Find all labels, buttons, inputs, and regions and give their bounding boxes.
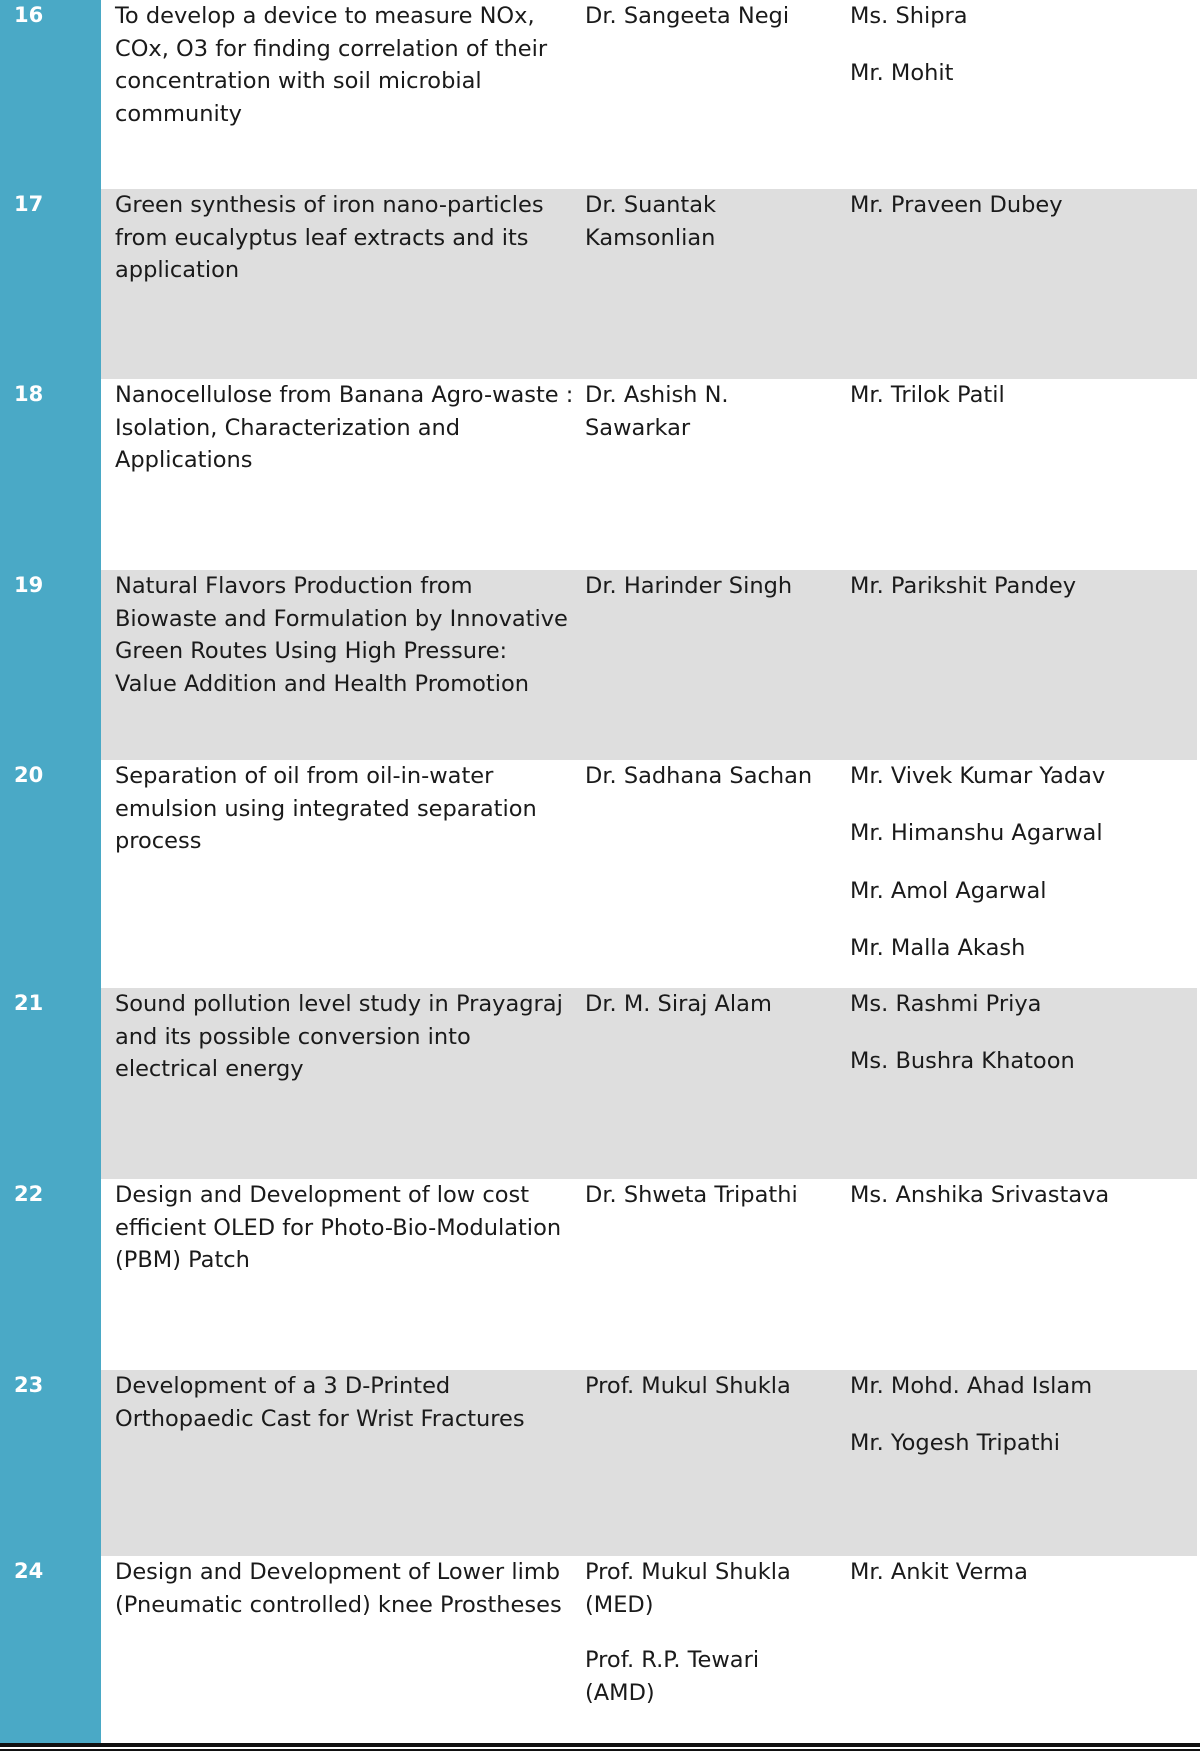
row-number-cell [0,0,101,189]
guide-name: Prof. Mukul Shukla [585,1373,791,1399]
guide-name: Dr. Sadhana Sachan [585,763,813,789]
guide-name: Dr. Suantak Kamsonlian [585,192,717,251]
students-cell [850,0,1195,115]
row-number: 24 [14,1559,44,1583]
row-number: 22 [14,1182,44,1206]
student-name: Ms. Bushra Khatoon [850,1048,1075,1075]
row-body [101,1370,1197,1556]
student-name: Ms. Anshika Srivastava [850,1182,1110,1208]
student-name: Mr. Parikshit Pandey [850,573,1077,599]
table-bottom-border-thin [0,1749,1200,1751]
row-number-cell [0,1370,101,1556]
row-body [101,379,1200,570]
project-title: Design and Development of low cost efficient OLED for Photo-Bio-Modulation (PBM) Patch [115,1182,562,1274]
student-name: Ms. Rashmi Priya [850,991,1042,1017]
student-name: Mr. Amol Agarwal [850,877,1047,904]
students-cell [850,570,1195,627]
row-body [101,1179,1200,1370]
guide-cell [585,988,825,1044]
row-number: 16 [14,3,44,27]
student-name: Mr. Malla Akash [850,934,1026,961]
table-row [0,379,1200,570]
student-name: Mr. Mohit [850,60,954,87]
students-cell [850,1556,1195,1613]
row-number-cell [0,189,101,379]
guide-cell [585,1556,825,1732]
guide-name: Prof. Mukul Shukla (MED) [585,1559,791,1618]
table-row [0,189,1200,379]
project-title: Nanocellulose from Banana Agro-waste : Isolation, Characterization and Applications [115,382,574,474]
project-title: Separation of oil from oil-in-water emulsion using integrated separation process [115,763,537,855]
row-number: 23 [14,1373,44,1397]
guide-cell [585,1179,825,1235]
students-cell [850,1370,1195,1485]
students-cell [850,988,1195,1103]
guide-cell [585,570,825,626]
project-title: Design and Development of Lower limb (Pneumatic controlled) knee Prostheses [115,1559,562,1618]
student-name: Mr. Ankit Verma [850,1559,1028,1585]
guide-name: Prof. R.P. Tewari (AMD) [585,1647,760,1706]
table-row [0,570,1200,760]
row-number-cell [0,760,101,988]
project-title: Development of a 3 D-Printed Orthopaedic Cast for Wrist Fractures [115,1373,525,1432]
row-number: 19 [14,573,44,597]
row-number-cell [0,1556,101,1743]
row-body [101,189,1197,379]
table-row [0,0,1200,189]
project-title: Green synthesis of iron nano-particles from eucalyptus leaf extracts and its application [115,192,544,284]
guide-cell [585,1370,825,1426]
guide-cell [585,0,825,56]
guide-cell [585,379,825,467]
table-row [0,988,1200,1179]
student-name: Mr. Yogesh Tripathi [850,1430,1061,1457]
row-body [101,1556,1200,1743]
project-title: Sound pollution level study in Prayagraj and its possible conversion into electrical energy [115,991,563,1083]
student-name: Mr. Praveen Dubey [850,192,1063,218]
guide-name: Dr. Sangeeta Negi [585,3,790,29]
row-number-cell [0,988,101,1179]
students-cell [850,189,1195,246]
students-cell [850,1179,1195,1236]
project-title: To develop a device to measure NOx, COx, O3 for finding correlation of their concentration with soil microbial community [115,3,548,127]
guide-name: Dr. Ashish N. Sawarkar [585,382,729,441]
row-number-cell [0,379,101,570]
student-name: Mr. Trilok Patil [850,382,1005,408]
student-name: Mr. Vivek Kumar Yadav [850,763,1106,789]
row-body [101,0,1200,189]
row-body [101,988,1197,1179]
table-row [0,1556,1200,1743]
guide-name: Dr. M. Siraj Alam [585,991,772,1017]
row-body [101,760,1200,988]
row-number-cell [0,570,101,760]
row-number: 18 [14,382,44,406]
guide-cell [585,760,825,816]
guide-name: Dr. Harinder Singh [585,573,793,599]
project-title: Natural Flavors Production from Biowaste and Formulation by Innovative Green Routes Using High Pressure: Value Addition and Health Promotion [115,573,568,697]
students-cell [850,760,1195,989]
row-number: 21 [14,991,44,1015]
table-row [0,760,1200,988]
row-number-cell [0,1179,101,1370]
guide-name: Dr. Shweta Tripathi [585,1182,798,1208]
student-name: Mr. Mohd. Ahad Islam [850,1373,1093,1399]
row-number: 17 [14,192,44,216]
student-name: Mr. Himanshu Agarwal [850,820,1103,847]
table-bottom-border [0,1743,1200,1747]
table-row [0,1179,1200,1370]
row-number: 20 [14,763,44,787]
table-row [0,1370,1200,1556]
guide-cell [585,189,825,277]
row-body [101,570,1197,760]
student-name: Ms. Shipra [850,3,968,29]
students-cell [850,379,1195,436]
